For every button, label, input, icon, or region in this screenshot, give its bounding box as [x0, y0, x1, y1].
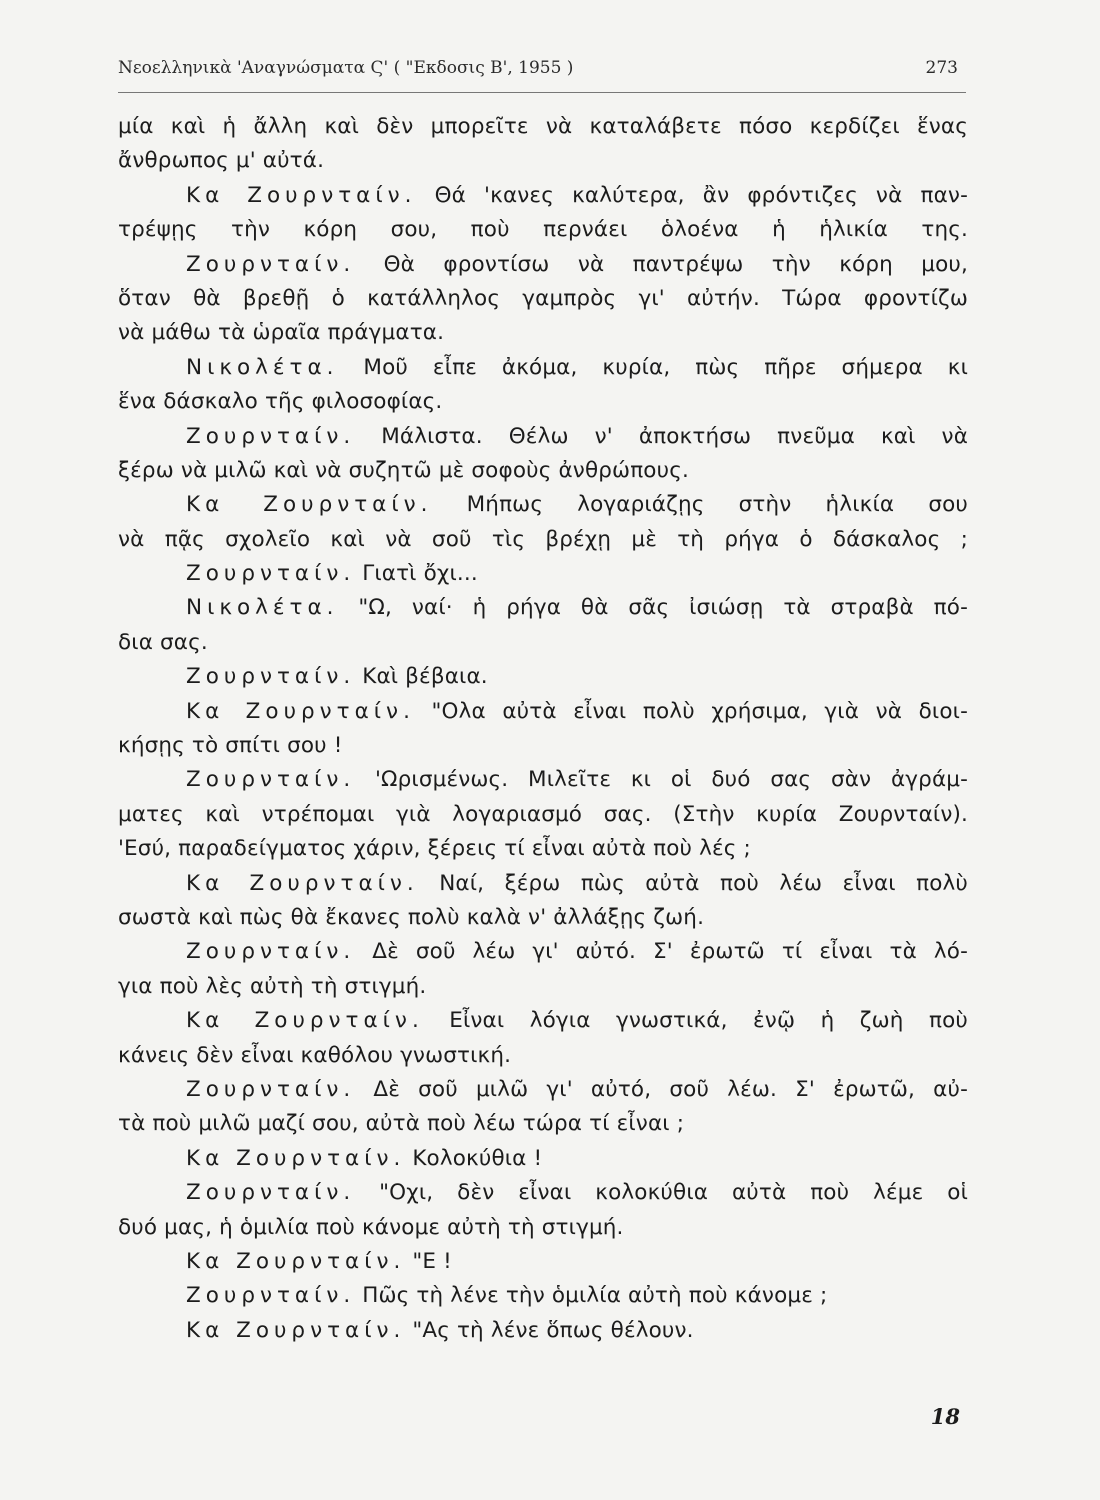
line-text: μία καὶ ἡ ἄλλη καὶ δὲν μπορεῖτε νὰ καταλάβετε πόσο κερδίζει ἕνας	[118, 114, 968, 139]
text-line	[118, 695, 968, 729]
speaker-name: Ζουρνταίν.	[186, 561, 356, 587]
speaker-name: Ζουρνταίν.	[186, 1283, 356, 1309]
speaker-name: Ζουρνταίν.	[186, 423, 356, 449]
line-text: ἕνα δάσκαλο τῆς φιλοσοφίας.	[118, 389, 443, 415]
running-title: Νεοελληνικὰ 'Αναγνώσματα Ϛ' ( "Εκδοσις Β', 1955 )	[118, 58, 574, 78]
text-line	[118, 248, 968, 282]
text-line	[118, 1176, 968, 1210]
text-line	[118, 763, 968, 797]
line-text: 'Ωρισμένως. Μιλεῖτε κι οἱ δυό σας σὰν ἀγράμ-	[374, 767, 968, 793]
line-text: τρέψῃς τὴν κόρη σου, ποὺ περνάει ὁλοένα ἡ ἡλικία της.	[118, 217, 968, 243]
line-text: Πῶς τὴ λένε τὴν ὁμιλία αὐτὴ ποὺ κάνομε ;	[362, 1283, 828, 1309]
line-text: Μήπως λογαριάζῃς στὴν ἡλικία σου	[466, 492, 968, 518]
text-line	[118, 798, 968, 832]
speaker-name: Ζουρνταίν.	[186, 939, 356, 965]
text-line	[118, 110, 968, 144]
line-text: Μοῦ εἶπε ἀκόμα, κυρία, πὼς πῆρε σήμερα κι	[363, 354, 968, 380]
speaker-name: Κα Ζουρνταίν.	[186, 182, 417, 208]
line-text: ξέρω νὰ μιλῶ καὶ νὰ συζητῶ μὲ σοφοὺς ἀνθρώπους.	[118, 457, 689, 483]
text-line	[118, 420, 968, 454]
text-line	[118, 1279, 968, 1313]
text-line	[118, 213, 968, 247]
text-line	[118, 1314, 968, 1348]
speaker-name: Κα Ζουρνταίν.	[186, 1317, 406, 1343]
line-text: για ποὺ λὲς αὐτὴ τὴ στιγμή.	[118, 973, 427, 999]
text-line	[118, 1245, 968, 1279]
speaker-name: Ζουρνταίν.	[186, 664, 356, 690]
text-line	[118, 660, 968, 694]
line-text: κάνεις δὲν εἶναι καθόλου γνωστική.	[118, 1042, 512, 1068]
text-line	[118, 1004, 968, 1038]
line-text: ματες καὶ ντρέπομαι γιὰ λογαριασμό σας. (Στὴν κυρία Ζουρνταίν).	[118, 801, 968, 827]
text-line	[118, 1107, 968, 1141]
running-header	[118, 58, 958, 88]
speaker-name: Κα Ζουρνταίν.	[186, 1248, 406, 1274]
text-line	[118, 179, 968, 213]
text-line	[118, 591, 968, 625]
speaker-name: Νικολέτα.	[186, 354, 339, 380]
line-text: ἄνθρωπος μ' αὐτά.	[118, 148, 325, 174]
page-number: 273	[925, 58, 958, 78]
speaker-name: Ζουρνταίν.	[186, 251, 356, 277]
speaker-name: Ζουρνταίν.	[186, 767, 356, 793]
text-line	[118, 901, 968, 935]
text-line	[118, 935, 968, 969]
line-text: Δὲ σοῦ λέω γι' αὐτό. Σ' ἐρωτῶ τί εἶναι τὰ λό-	[372, 939, 968, 965]
line-text: 'Εσύ, παραδείγματος χάριν, ξέρεις τί εἶναι αὐτὰ ποὺ λές ;	[118, 836, 751, 862]
speaker-name: Ζουρνταίν.	[186, 1076, 356, 1102]
text-line	[118, 316, 968, 350]
text-line	[118, 282, 968, 316]
line-text: Κολοκύθια !	[412, 1145, 543, 1171]
text-line	[118, 557, 968, 591]
text-line	[118, 351, 968, 385]
line-text: "Ας τὴ λένε ὅπως θέλουν.	[412, 1317, 694, 1343]
text-line	[118, 144, 968, 178]
text-line	[118, 1211, 968, 1245]
text-line	[118, 867, 968, 901]
line-text: νὰ μάθω τὰ ὡραῖα πράγματα.	[118, 320, 445, 346]
line-text: τὰ ποὺ μιλῶ μαζί σου, αὐτὰ ποὺ λέω τώρα τί εἶναι ;	[118, 1111, 685, 1137]
line-text: "Οχι, δὲν εἶναι κολοκύθια αὐτὰ ποὺ λέμε οἱ	[379, 1180, 968, 1206]
text-line	[118, 488, 968, 522]
line-text: Καὶ βέβαια.	[362, 664, 488, 690]
line-text: "Ω, ναί· ἡ ρήγα θὰ σᾶς ἰσιώσῃ τὰ στραβὰ πό-	[358, 595, 968, 621]
text-line	[118, 1073, 968, 1107]
line-text: Γιατὶ ὄχι...	[362, 561, 478, 587]
text-line	[118, 729, 968, 763]
line-text: Θὰ φροντίσω νὰ παντρέψω τὴν κόρη μου,	[383, 251, 968, 277]
dialogue-text	[118, 110, 968, 1348]
line-text: "Ε !	[412, 1248, 452, 1274]
line-text: σωστὰ καὶ πὼς θὰ ἔκανες πολὺ καλὰ ν' ἀλλάξῃς ζωή.	[118, 904, 705, 930]
line-text: ὅταν θὰ βρεθῇ ὁ κατάλληλος γαμπρὸς γι' αὐτήν. Τώρα φροντίζω	[118, 285, 968, 311]
text-line	[118, 454, 968, 488]
speaker-name: Κα Ζουρνταίν.	[186, 492, 433, 518]
line-text: Ναί, ξέρω πὼς αὐτὰ ποὺ λέω εἶναι πολὺ	[439, 870, 968, 896]
text-line	[118, 626, 968, 660]
text-line	[118, 1039, 968, 1073]
speaker-name: Ζουρνταίν.	[186, 1180, 356, 1206]
line-text: Δὲ σοῦ μιλῶ γι' αὐτό, σοῦ λέω. Σ' ἐρωτῶ, αὐ-	[373, 1076, 968, 1102]
line-text: Μάλιστα. Θέλω ν' ἀποκτήσω πνεῦμα καὶ νὰ	[381, 423, 968, 449]
speaker-name: Νικολέτα.	[186, 595, 339, 621]
text-line	[118, 523, 968, 557]
text-line	[118, 385, 968, 419]
line-text: δια σας.	[118, 629, 208, 655]
text-line	[118, 970, 968, 1004]
text-line	[118, 832, 968, 866]
line-text: Θά 'κανες καλύτερα, ἂν φρόντιζες νὰ παν-	[434, 182, 968, 208]
speaker-name: Κα Ζουρνταίν.	[186, 1145, 406, 1171]
speaker-name: Κα Ζουρνταίν.	[186, 698, 415, 724]
speaker-name: Κα Ζουρνταίν.	[186, 870, 419, 896]
line-text: δυό μας, ἡ ὁμιλία ποὺ κάνομε αὐτὴ τὴ στιγμή.	[118, 1214, 624, 1240]
signature-mark: 18	[930, 1404, 960, 1429]
speaker-name: Κα Ζουρνταίν.	[186, 1008, 424, 1034]
line-text: κήσῃς τὸ σπίτι σου !	[118, 733, 343, 759]
line-text: νὰ πᾷς σχολεῖο καὶ νὰ σοῦ τὶς βρέχῃ μὲ τὴ ρήγα ὁ δάσκαλος ;	[118, 526, 968, 552]
header-rule	[118, 92, 966, 93]
text-line	[118, 1142, 968, 1176]
line-text: "Ολα αὐτὰ εἶναι πολὺ χρήσιμα, γιὰ νὰ διοι-	[431, 698, 968, 724]
line-text: Εἶναι λόγια γνωστικά, ἐνῷ ἡ ζωὴ ποὺ	[449, 1008, 968, 1034]
